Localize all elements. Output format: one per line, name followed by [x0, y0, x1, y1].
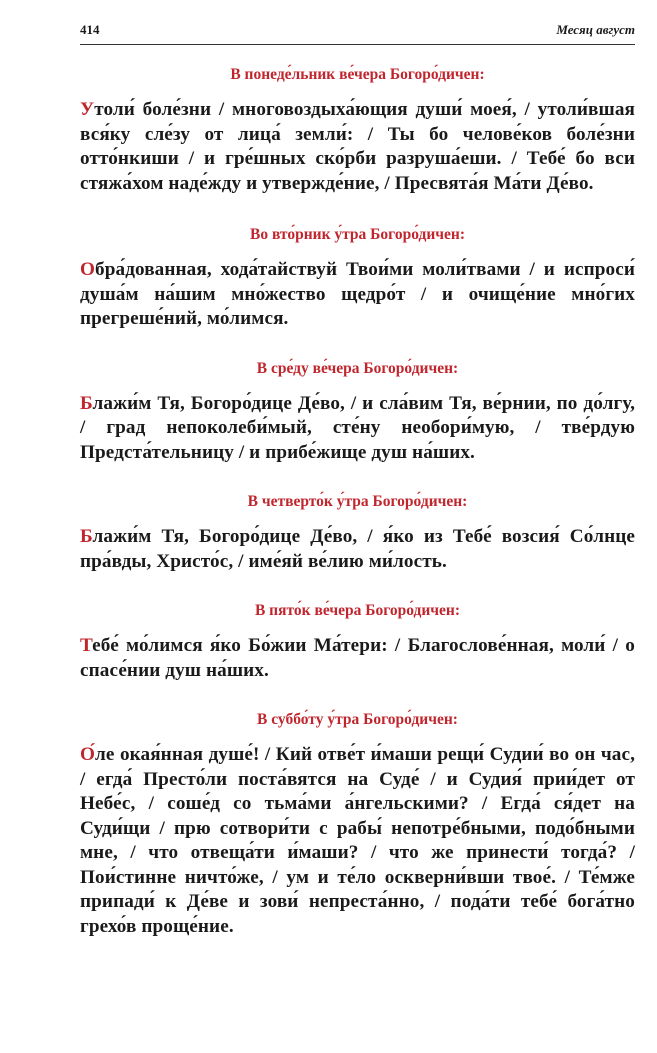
header-rule	[80, 44, 635, 45]
hymn-text	[80, 525, 635, 574]
hymn-section-thursday	[80, 493, 635, 574]
hymn-text	[80, 258, 635, 332]
hymn-text	[80, 98, 635, 196]
initial-letter: Б	[80, 392, 93, 414]
hymn-section-tuesday	[80, 226, 635, 332]
page-number: 414	[80, 22, 100, 37]
hymn-section-monday	[80, 66, 635, 196]
section-heading: В пято́к ве́чера Богоро́дичен:	[254, 602, 461, 619]
initial-letter: О	[80, 259, 96, 280]
initial-letter: О́	[80, 744, 96, 765]
section-heading: В сре́ду ве́чера Богоро́дичен:	[256, 359, 459, 377]
page-header	[80, 22, 635, 38]
section-heading: Во вто́рник у́тра Богоро́дичен:	[249, 226, 465, 243]
hymn-text	[80, 392, 635, 466]
hymn-body: бра́дованная, хода́тайствуй Твои́ми моли́твами / и испроси́ душа́м на́шим мно́жество щедро́т / и очище́ние мно́гих прегреше́ний, мо́лимся.	[80, 259, 635, 329]
hymn-text	[80, 634, 635, 683]
hymn-body: лажи́м Тя, Богоро́дице Де́во, / и сла́вим Тя, ве́рнии, по до́лгу, / град непоколеби́мый, сте́ну необори́мую, / тве́рдую Предста́тельницу / и прибе́жище душ на́ших.	[80, 392, 635, 463]
page-content	[80, 58, 635, 959]
initial-letter: Б	[80, 526, 93, 547]
running-title: Месяц август	[556, 22, 635, 37]
initial-letter: У	[80, 99, 95, 120]
hymn-body: ле окая́нная душе́! / Кий отве́т и́маши рещи́ Судии́ во он час, / егда́ Престо́ли поста́вятся на Суде́ / и Судия́ прии́дет от Небе́с, / соше́д со тьма́ми а́нгельскими? / Егда́ ся́дет на Суди́щи / прю сотвори́ти с рабы́ непотре́бными, подо́бными мне, / что отвеща́ти и́маши? / что же принести́ тогда́? / Пои́стинне ничто́же, / ум и те́ло оскверни́вши твое́. / Те́мже припади́ к Де́ве и зови́ непреста́нно, / пода́ти тебе́ бога́тно грехо́в проще́ние.	[80, 744, 635, 937]
section-heading: В суббо́ту у́тра Богоро́дичен:	[257, 711, 458, 728]
hymn-section-friday	[80, 602, 635, 683]
initial-letter: Т	[80, 635, 93, 656]
hymn-section-saturday	[80, 711, 635, 939]
hymn-body: толи́ боле́зни / многовоздыха́ющия души́ моея́, / утоли́вшая вся́ку сле́зу от лица́ земли́: / Ты бо челове́ков боле́зни отто́нкиши / и гре́шных ско́рби разруша́еши. / Тебе́ бо вси стяжа́хом наде́жду и утвержде́ние, / Пресвята́я Ма́ти Де́во.	[80, 99, 635, 194]
hymn-body: лажи́м Тя, Богоро́дице Де́во, / я́ко из Тебе́ возсия́ Со́лнце пра́вды, Христо́с, / име́яй ве́лию ми́лость.	[80, 526, 635, 572]
section-heading: В понеде́льник ве́чера Богоро́дичен:	[230, 66, 485, 83]
hymn-text	[80, 743, 635, 939]
hymn-section-wednesday	[80, 360, 635, 466]
section-heading: В четверто́к у́тра Богоро́дичен:	[247, 493, 468, 510]
hymn-body: ебе́ мо́лимся я́ко Бо́жии Ма́тери: / Благослове́нная, моли́ / о спасе́нии душ на́ших.	[80, 635, 635, 681]
